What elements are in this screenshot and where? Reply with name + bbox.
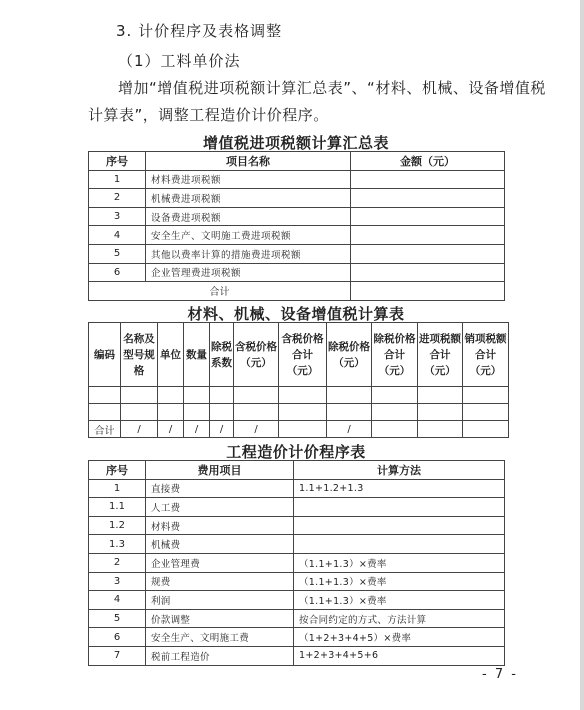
vat-input-summary-table	[88, 151, 505, 301]
row-number: 1.3	[89, 535, 146, 554]
total-cell: /	[210, 421, 234, 438]
sub-heading: （1）工料单价法	[118, 52, 241, 70]
header-cell: 编码	[89, 323, 121, 387]
item-name: 机械费进项税额	[146, 189, 351, 208]
cost-item: 规费	[146, 572, 294, 591]
pricing-procedure-table	[88, 460, 505, 666]
calc-method: （1+2+3+4+5）×费率	[294, 628, 505, 647]
total-cell	[418, 421, 463, 438]
cost-item: 人工费	[146, 498, 294, 517]
row-number: 3	[89, 207, 146, 226]
amount-cell	[351, 226, 505, 245]
table-row	[89, 207, 505, 226]
table-row	[89, 535, 505, 554]
row-number: 1	[89, 479, 146, 498]
row-number: 3	[89, 572, 146, 591]
header-cell: 销项税额合计（元）	[463, 323, 509, 387]
table-row	[89, 591, 505, 610]
table-row	[89, 387, 509, 404]
header-cell: 计算方法	[294, 461, 505, 480]
calc-method	[294, 498, 505, 517]
header-cell: 数量	[184, 323, 210, 387]
table-row	[89, 479, 505, 498]
header-cell: 序号	[89, 461, 146, 480]
header-cell: 除税系数	[210, 323, 234, 387]
row-number: 1.1	[89, 498, 146, 517]
vat-input-summary-title: 增值税进项税额计算汇总表	[202, 134, 389, 152]
cost-item: 税前工程造价	[146, 646, 294, 665]
total-cell: /	[121, 421, 158, 438]
table-row	[89, 498, 505, 517]
calc-method: （1.1+1.3）×费率	[294, 553, 505, 572]
total-row	[89, 282, 505, 301]
item-name: 企业管理费进项税额	[146, 263, 351, 282]
calc-method: 按合同约定的方式、方法计算	[294, 609, 505, 628]
amount-cell	[351, 170, 505, 189]
amount-cell	[351, 207, 505, 226]
calc-method	[294, 535, 505, 554]
calc-method: 1+2+3+4+5+6	[294, 646, 505, 665]
item-name: 材料费进项税额	[146, 170, 351, 189]
table-header-row	[89, 323, 509, 387]
cost-item: 利润	[146, 591, 294, 610]
total-row	[89, 421, 509, 438]
cost-item: 机械费	[146, 535, 294, 554]
table-row	[89, 553, 505, 572]
row-number: 1.2	[89, 516, 146, 535]
total-cell	[463, 421, 509, 438]
cost-item: 价款调整	[146, 609, 294, 628]
calc-method: （1.1+1.3）×费率	[294, 591, 505, 610]
row-number: 6	[89, 628, 146, 647]
total-cell	[279, 421, 327, 438]
table-row	[89, 572, 505, 591]
table-row	[89, 244, 505, 263]
table-row	[89, 516, 505, 535]
header-cell: 单位	[158, 323, 184, 387]
table-row	[89, 170, 505, 189]
scan-edge	[580, 0, 584, 710]
table-row	[89, 189, 505, 208]
total-cell	[372, 421, 418, 438]
cost-item: 企业管理费	[146, 553, 294, 572]
calc-method: （1.1+1.3）×费率	[294, 572, 505, 591]
row-number: 2	[89, 553, 146, 572]
cost-item: 直接费	[146, 479, 294, 498]
total-cell: 合计	[89, 421, 121, 438]
table-row	[89, 263, 505, 282]
table-header-row	[89, 461, 505, 480]
total-cell: /	[234, 421, 279, 438]
table-row	[89, 609, 505, 628]
table-row	[89, 646, 505, 665]
table-row	[89, 226, 505, 245]
total-label: 合计	[89, 282, 351, 301]
row-number: 1	[89, 170, 146, 189]
amount-cell	[351, 244, 505, 263]
section-heading: 3. 计价程序及表格调整	[116, 22, 283, 40]
table-header-row	[89, 152, 505, 171]
row-number: 4	[89, 591, 146, 610]
calc-method	[294, 516, 505, 535]
item-name: 安全生产、文明施工费进项税额	[146, 226, 351, 245]
pricing-procedure-title: 工程造价计价程序表	[226, 443, 366, 461]
header-cell: 除税价格合计（元）	[372, 323, 418, 387]
vat-calc-table	[88, 322, 509, 438]
total-cell: /	[158, 421, 184, 438]
header-cell: 含税价格合计（元）	[279, 323, 327, 387]
header-cell: 金额（元）	[351, 152, 505, 171]
total-cell: /	[184, 421, 210, 438]
total-amount	[351, 282, 505, 301]
calc-method: 1.1+1.2+1.3	[294, 479, 505, 498]
header-cell: 费用项目	[146, 461, 294, 480]
row-number: 5	[89, 244, 146, 263]
row-number: 7	[89, 646, 146, 665]
row-number: 4	[89, 226, 146, 245]
amount-cell	[351, 189, 505, 208]
row-number: 5	[89, 609, 146, 628]
row-number: 2	[89, 189, 146, 208]
table-row	[89, 628, 505, 647]
cost-item: 安全生产、文明施工费	[146, 628, 294, 647]
amount-cell	[351, 263, 505, 282]
header-cell: 项目名称	[146, 152, 351, 171]
header-cell: 含税价格（元）	[234, 323, 279, 387]
header-cell: 进项税额合计（元）	[418, 323, 463, 387]
item-name: 设备费进项税额	[146, 207, 351, 226]
header-cell: 序号	[89, 152, 146, 171]
vat-calc-title: 材料、机械、设备增值税计算表	[187, 305, 405, 323]
row-number: 6	[89, 263, 146, 282]
body-paragraph: 增加“增值税进项税额计算汇总表”、“材料、机械、设备增值税计算表”，调整工程造价计价程序。	[88, 79, 546, 124]
total-cell: /	[327, 421, 372, 438]
item-name: 其他以费率计算的措施费进项税额	[146, 244, 351, 263]
table-row	[89, 404, 509, 421]
header-cell: 名称及型号规格	[121, 323, 158, 387]
header-cell: 除税价格（元）	[327, 323, 372, 387]
page-number: - 7 -	[482, 667, 518, 682]
cost-item: 材料费	[146, 516, 294, 535]
